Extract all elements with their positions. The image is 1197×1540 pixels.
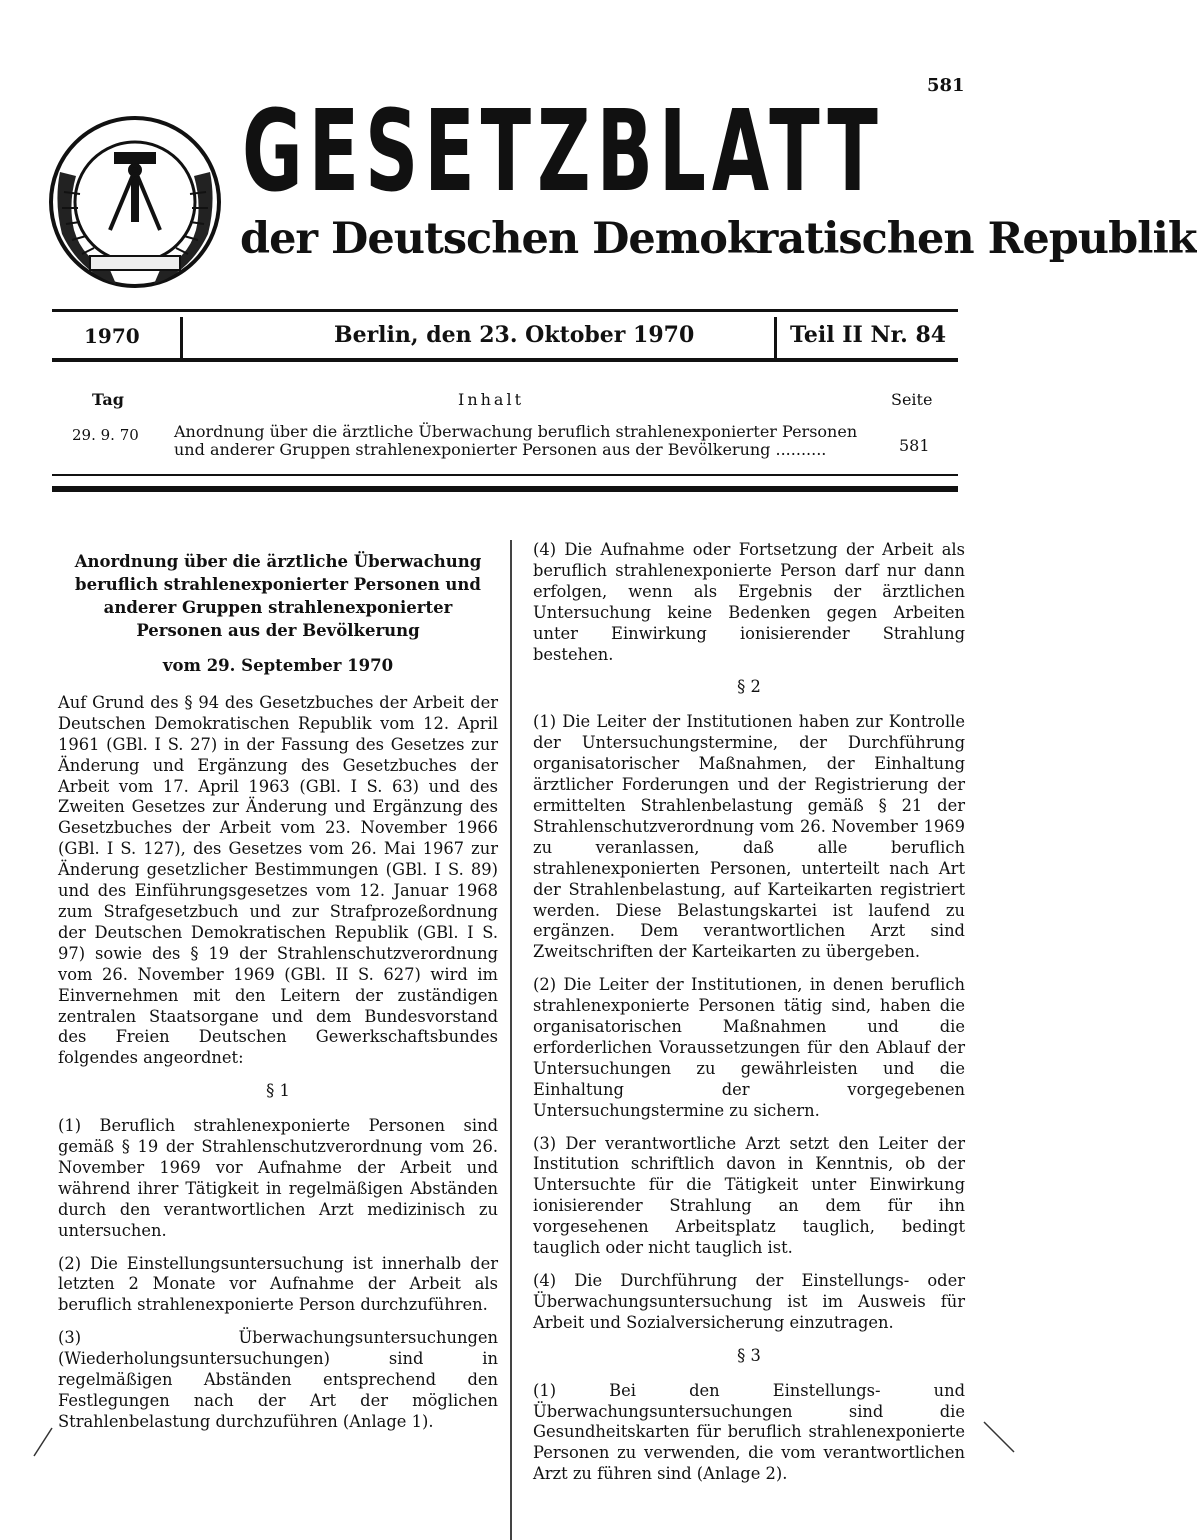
section-heading: § 2 xyxy=(737,677,761,697)
document-title: Anordnung über die ärztliche Überwachung beruflich strahlenexponierter Personen und anderer Gruppen strahlenexponierter Personen aus der Bevölkerung xyxy=(74,552,482,640)
paragraph: (1) Bei den Einstellungs- und Überwachungsuntersuchungen sind die Gesundheitskarten für beruflich strahlenexponierte Personen zu verwenden, die vom verantwortlichen Arzt zu führen sind (Anlage 2). xyxy=(533,1380,965,1484)
left-column xyxy=(58,540,498,1445)
contents-entry-title xyxy=(174,423,857,459)
document-date: vom 29. September 1970 xyxy=(162,656,394,675)
contents-entry-title-line: Anordnung über die ärztliche Überwachung beruflich strahlenexponierter Personen xyxy=(174,422,858,441)
issue-header xyxy=(52,309,958,362)
paragraph: (1) Beruflich strahlenexponierte Personen sind gemäß § 19 der Strahlenschutzverordnung vom 26. November 1969 vor Aufnahme der Arbeit und während ihrer Tätigkeit in regelmäßigen Abständen durch den verantwortlichen Arzt medizinisch zu untersuchen. xyxy=(58,1116,498,1240)
scan-mark-icon xyxy=(980,1418,1020,1458)
masthead-title: GESETZBLATT xyxy=(242,87,884,217)
state-emblem-icon xyxy=(40,112,230,292)
paragraph: (2) Die Leiter der Institutionen, in denen beruflich strahlenexponierte Personen tätig sind, haben die organisatorischen Maßnahmen und die erforderlichen Voraussetzungen für den Ablauf der Untersuchungen zu gewährleisten und die Einhaltung der vorgegebenen Untersuchungstermine zu sichern. xyxy=(533,975,965,1120)
page-number: 581 xyxy=(927,75,965,96)
column-divider xyxy=(510,540,512,1540)
contents-heading: Inhalt xyxy=(458,390,525,409)
header-divider xyxy=(774,317,777,358)
divider-rule xyxy=(52,474,958,476)
paragraph: (1) Die Leiter der Institutionen haben zur Kontrolle der Untersuchungstermine, der Durchführung organisatorischer Maßnahmen, der Einhaltung ärztlicher Forderungen und der Registrierung der ermittelten Strahlenbelastung gemäß § 21 der Strahlenschutzverordnung vom 26. November 1969 zu veranlassen, daß alle beruflich strahlenexponierten Personen, unterteilt nach Art der Strahlenbelastung, auf Karteikarten registriert werden. Diese Belastungskartei ist laufend zu ergänzen. Dem verantwortlichen Arzt sind Zweitschriften der Karteikarten zu übergeben. xyxy=(533,712,965,962)
paragraph: (3) Der verantwortliche Arzt setzt den Leiter der Institution schriftlich davon in Kenntnis, ob der Untersuchte für die Tätigkeit unter Einwirkung ionisierender Strahlung an dem für ihn vorgesehenen Arbeitsplatz tauglich, bedingt tauglich oder nicht tauglich ist. xyxy=(533,1133,965,1258)
preamble-paragraph: Auf Grund des § 94 des Gesetzbuches der Arbeit der Deutschen Demokratischen Republik vom 12. April 1961 (GBl. I S. 27) in der Fassung des Gesetzes zur Änderung und Ergänzung des Gesetzbuches der Arbeit vom 17. April 1963 (GBl. I S. 63) und des Zweiten Gesetzes zur Änderung und Ergänzung des Gesetzbuches der Arbeit vom 23. November 1966 (GBl. I S. 127), des Gesetzes vom 26. Mai 1967 zur Änderung gesetzlicher Bestimmungen (GBl. I S. 89) und des Einführungsgesetzes vom 12. Januar 1968 zum Strafgesetzbuch und zur Strafprozeßordnung der Deutschen Demokratischen Republik (GBl. I S. 97) sowie des § 19 der Strahlenschutzverordnung vom 26. November 1969 (GBl. II S. 627) wird im Einvernehmen mit den Leitern der zuständigen zentralen Staatsorgane und dem Bundesvorstand des Freien Deutschen Gewerkschaftsbundes folgendes angeordnet: xyxy=(58,692,498,1068)
paragraph: (2) Die Einstellungsuntersuchung ist innerhalb der letzten 2 Monate vor Aufnahme der Arbeit als beruflich strahlenexponierte Person durchzuführen. xyxy=(58,1253,498,1315)
scan-mark-icon xyxy=(30,1420,60,1460)
contents-entry-date: 29. 9. 70 xyxy=(72,426,139,444)
right-column xyxy=(533,540,965,1497)
section-heading: § 1 xyxy=(266,1081,290,1101)
contents-entry-page: 581 xyxy=(899,436,930,455)
header-divider xyxy=(180,317,183,358)
paragraph: (3) Überwachungsuntersuchungen (Wiederholungsuntersuchungen) sind in regelmäßigen Abständen entsprechend den Festlegungen nach der Art der möglichen Strahlenbelastung durchzuführen (Anlage 1). xyxy=(58,1328,498,1431)
issue-year: 1970 xyxy=(84,324,140,348)
paragraph: (4) Die Durchführung der Einstellungs- oder Überwachungsuntersuchung ist im Ausweis für Arbeit und Sozialversicherung einzutragen. xyxy=(533,1271,965,1332)
issue-date: Berlin, den 23. Oktober 1970 xyxy=(334,322,695,348)
divider-rule xyxy=(52,486,958,492)
contents-entry-title-line: und anderer Gruppen strahlenexponierter Personen aus der Bevölkerung .......... xyxy=(174,440,827,459)
issue-number: Teil II Nr. 84 xyxy=(790,322,947,348)
paragraph: (4) Die Aufnahme oder Fortsetzung der Arbeit als beruflich strahlenexponierte Person darf nur dann erfolgen, wenn als Ergebnis der ärztlichen Untersuchung keine Bedenken gegen Arbeiten unter Einwirkung ionisierender Strahlung bestehen. xyxy=(533,540,965,664)
contents-tag-label: Tag xyxy=(92,390,124,409)
contents-page-label: Seite xyxy=(891,390,933,409)
section-heading: § 3 xyxy=(737,1345,761,1365)
masthead-subtitle: der Deutschen Demokratischen Republik xyxy=(240,214,1197,264)
